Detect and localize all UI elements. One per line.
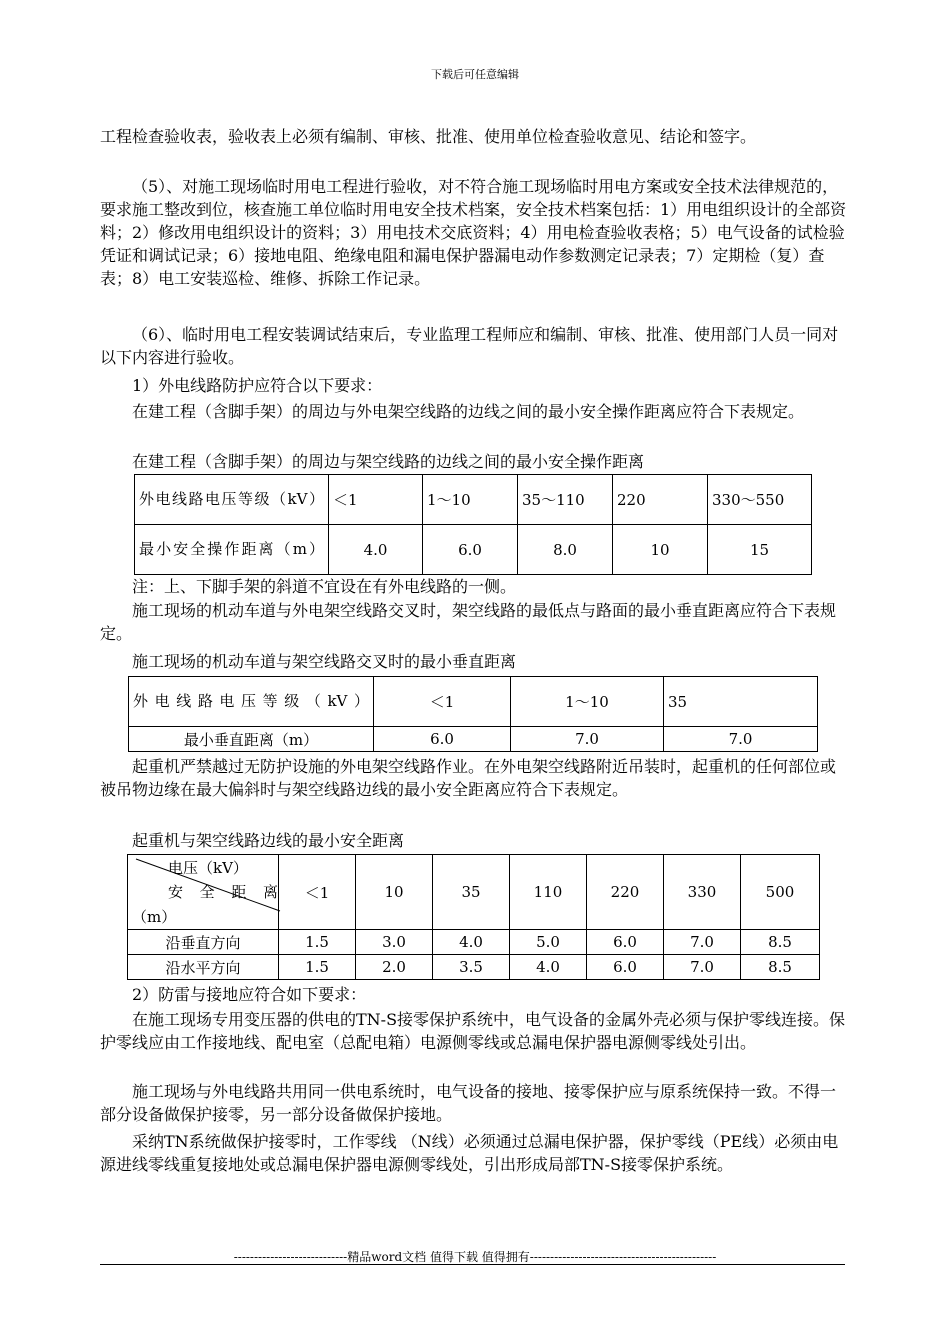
table-header-cell: 沿垂直方向	[128, 930, 279, 955]
table-cell: ＜1	[374, 677, 511, 727]
table-cell: 8.5	[741, 930, 820, 955]
table-cell: 4.0	[329, 525, 423, 575]
table-caption: 在建工程（含脚手架）的周边与架空线路的边线之间的最小安全操作距离	[132, 452, 645, 471]
table-cell: 6.0	[374, 727, 511, 752]
vertical-distance-table	[128, 676, 818, 752]
table-cell: 7.0	[511, 727, 664, 752]
footer-rule	[100, 1264, 845, 1265]
paragraph: 施工现场与外电线路共用同一供电系统时，电气设备的接地、接零保护应与原系统保持一致。不得一部分设备做保护接零，另一部分设备做保护接地。	[100, 1082, 837, 1124]
note: 注：上、下脚手架的斜道不宜设在有外电线路的一侧。	[132, 577, 517, 596]
table-cell: 330	[664, 855, 741, 930]
table-cell: ＜1	[329, 475, 423, 525]
table-cell: 35	[433, 855, 510, 930]
corner-bottom-label: 安全距离	[168, 883, 278, 901]
table-cell: 1.5	[279, 955, 356, 980]
table-cell: 5.0	[510, 930, 587, 955]
paragraph: 起重机严禁越过无防护设施的外电架空线路作业。在外电架空线路附近吊装时，起重机的任何部位或被吊物边缘在最大偏斜时与架空线路边线的最小安全距离应符合下表规定。	[100, 757, 837, 799]
table-header-cell: 最小垂直距离（m）	[129, 727, 374, 752]
diagonal-header-cell	[128, 855, 279, 930]
table-cell: 10	[356, 855, 433, 930]
safety-distance-table	[134, 474, 812, 575]
paragraph: 工程检查验收表，验收表上必须有编制、审核、批准、使用单位检查验收意见、结论和签字。	[100, 127, 757, 146]
paragraph: 在建工程（含脚手架）的周边与外电架空线路的边线之间的最小安全操作距离应符合下表规定。	[132, 402, 805, 421]
table-cell: 10	[613, 525, 708, 575]
paragraph: （5）、对施工现场临时用电工程进行验收，对不符合施工现场临时用电方案或安全技术法律规范的，要求施工整改到位，核查施工单位临时用电安全技术档案，安全技术档案包括：1）用电组织设计的全部资料；2）修改用电组织设计的资料；3）用电技术交底资料；4）用电检查验收表格；5）电气设备的试检验凭证和调试记录；6）接地电阻、绝缘电阻和漏电保护器漏电动作参数测定记录表；7）定期检（复）查表；8）电工安装巡检、维修、拆除工作记录。	[100, 177, 847, 288]
table-cell: 6.0	[423, 525, 518, 575]
table-cell: 7.0	[664, 930, 741, 955]
table-caption: 起重机与架空线路边线的最小安全距离	[132, 831, 405, 850]
table-cell: 3.0	[356, 930, 433, 955]
table-cell: ＜1	[279, 855, 356, 930]
table-cell: 3.5	[433, 955, 510, 980]
table-cell: 8.0	[518, 525, 613, 575]
paragraph: 在施工现场专用变压器的供电的TN-S接零保护系统中，电气设备的金属外壳必须与保护零线连接。保护零线应由工作接地线、配电室（总配电箱）电源侧零线或总漏电保护器电源侧零线处引出。	[100, 1010, 846, 1052]
table-cell: 6.0	[587, 930, 664, 955]
paragraph: 施工现场的机动车道与外电架空线路交叉时，架空线路的最低点与路面的最小垂直距离应符合下表规定。	[100, 601, 837, 643]
table-cell: 1～10	[511, 677, 664, 727]
table-cell: 6.0	[587, 955, 664, 980]
table-cell: 2.0	[356, 955, 433, 980]
table-cell: 35	[664, 677, 818, 727]
corner-top-label: 电压（kV）	[168, 859, 248, 877]
table-cell: 1～10	[423, 475, 518, 525]
page-header: 下载后可任意编辑	[431, 68, 519, 81]
corner-unit-label: （m）	[132, 908, 177, 926]
table-header-cell: 外电线路电压等级（kV）	[129, 677, 374, 727]
table-cell: 4.0	[510, 955, 587, 980]
paragraph: 1）外电线路防护应符合以下要求：	[132, 376, 383, 395]
table-cell: 35～110	[518, 475, 613, 525]
table-cell: 1.5	[279, 930, 356, 955]
table-cell: 7.0	[664, 955, 741, 980]
table-cell: 220	[613, 475, 708, 525]
paragraph: 2）防雷与接地应符合如下要求：	[132, 985, 367, 1004]
paragraph: （6）、临时用电工程安装调试结束后，专业监理工程师应和编制、审核、批准、使用部门人员一同对以下内容进行验收。	[100, 325, 839, 367]
table-cell: 7.0	[664, 727, 818, 752]
crane-distance-table	[127, 854, 820, 980]
table-cell: 110	[510, 855, 587, 930]
table-caption: 施工现场的机动车道与架空线路交叉时的最小垂直距离	[132, 652, 517, 671]
table-cell: 500	[741, 855, 820, 930]
paragraph: 采纳TN系统做保护接零时，工作零线 （N线）必须通过总漏电保护器，保护零线（PE线）必须由电源进线零线重复接地处或总漏电保护器电源侧零线处，引出形成局部TN-S接零保护系统。	[100, 1132, 839, 1174]
table-header-cell: 最小安全操作距离（m）	[135, 525, 329, 575]
table-cell: 15	[708, 525, 812, 575]
page-footer: ----------------------------精品word文档 值得下载 值得拥有----------------------------------------------	[233, 1250, 717, 1264]
table-header-cell: 外电线路电压等级（kV）	[135, 475, 329, 525]
table-cell: 4.0	[433, 930, 510, 955]
table-cell: 8.5	[741, 955, 820, 980]
table-cell: 220	[587, 855, 664, 930]
table-cell: 330～550	[708, 475, 812, 525]
table-header-cell: 沿水平方向	[128, 955, 279, 980]
